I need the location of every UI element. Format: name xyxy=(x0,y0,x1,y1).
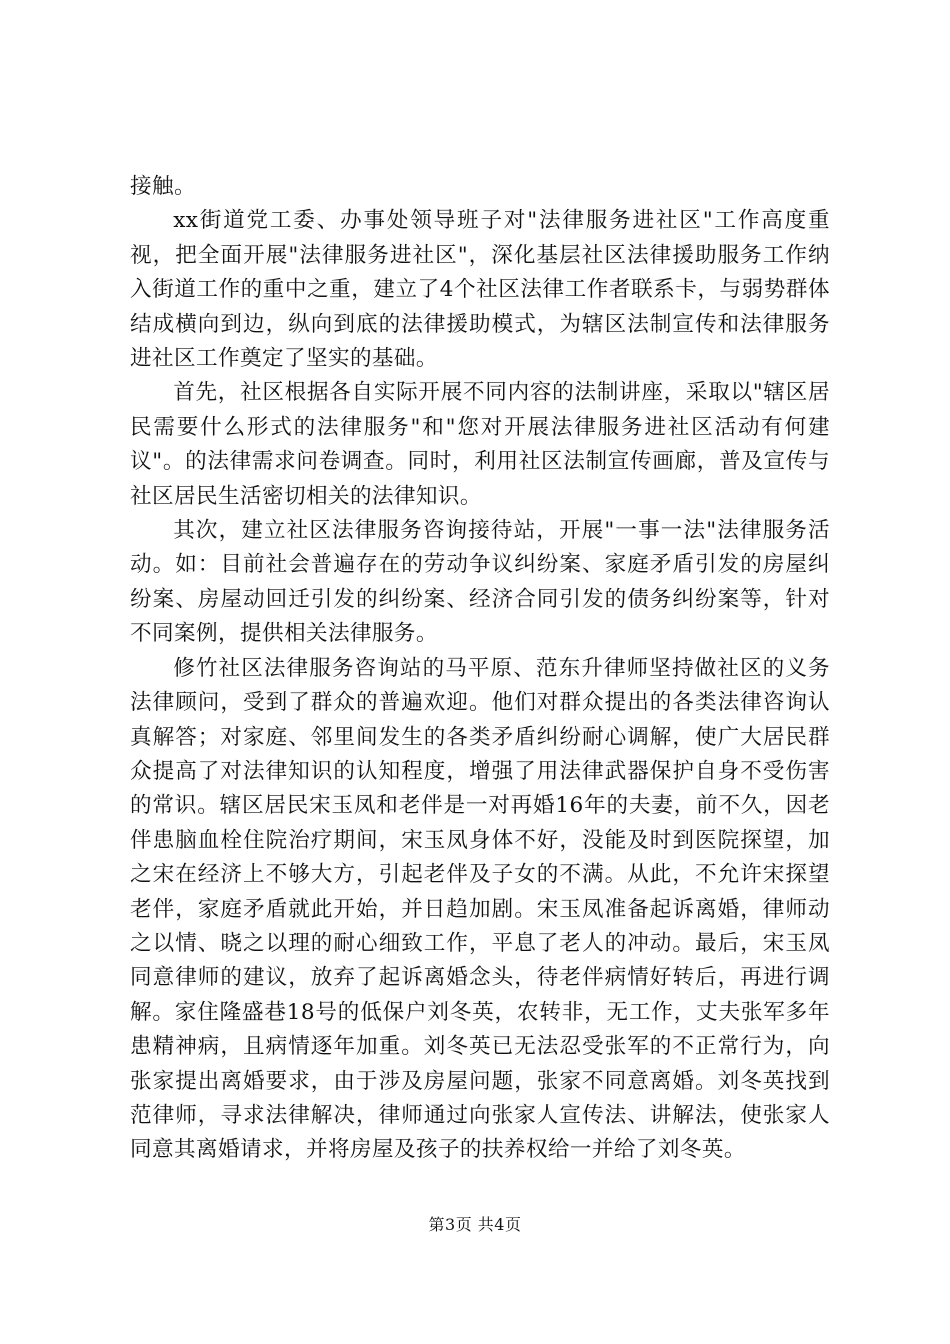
paragraph-continuation: 接触。 xyxy=(130,174,196,199)
paragraph-leadership: xx街道党工委、办事处领导班子对"法律服务进社区"工作高度重视，把全面开展"法律服务进社区"，深化基层社区法律援助服务工作纳入街道工作的重中之重，建立了4个社区法律工作者联系卡，与弱势群体结成横向到边，纵向到底的法律援助模式，为辖区法制宣传和法律服务进社区工作奠定了坚实的基础。 xyxy=(130,208,830,372)
page-number-footer: 第3页 共4页 xyxy=(428,1215,522,1234)
paragraph-cases: 修竹社区法律服务咨询站的马平原、范东升律师坚持做社区的义务法律顾问，受到了群众的普遍欢迎。他们对群众提出的各类法律咨询认真解答；对家庭、邻里间发生的各类矛盾纠纷耐心调解，使广大居民群众提高了对法律知识的认知程度，增强了用法律武器保护自身不受伤害的常识。辖区居民宋玉凤和老伴是一对再婚16年的夫妻，前不久，因老伴患脑血栓住院治疗期间，宋玉凤身体不好，没能及时到医院探望，加之宋在经济上不够大方，引起老伴及子女的不满。从此，不允许宋探望老伴，家庭矛盾就此开始，并日趋加剧。宋玉凤准备起诉离婚，律师动之以情、晓之以理的耐心细致工作，平息了老人的冲动。最后，宋玉凤同意律师的建议，放弃了起诉离婚念头，待老伴病情好转后，再进行调解。家住隆盛巷18号的低保户刘冬英，农转非，无工作，丈夫张军多年患精神病，且病情逐年加重。刘冬英已无法忍受张军的不正常行为，向张家提出离婚要求，由于涉及房屋问题，张家不同意离婚。刘冬英找到范律师，寻求法律解决，律师通过向张家人宣传法、讲解法，使张家人同意其离婚请求，并将房屋及孩子的扶养权给一并给了刘冬英。 xyxy=(130,655,830,1163)
document-body xyxy=(130,170,830,1168)
paragraph-second: 其次，建立社区法律服务咨询接待站，开展"一事一法"法律服务活动。如：目前社会普遍存在的劳动争议纠纷案、家庭矛盾引发的房屋纠纷案、房屋动回迁引发的纠纷案、经济合同引发的债务纠纷案等，针对不同案例，提供相关法律服务。 xyxy=(130,518,830,647)
paragraph-first: 首先，社区根据各自实际开展不同内容的法制讲座，采取以"辖区居民需要什么形式的法律服务"和"您对开展法律服务进社区活动有何建议"。的法律需求问卷调查。同时，利用社区法制宣传画廊，普及宣传与社区居民生活密切相关的法律知识。 xyxy=(130,380,830,509)
